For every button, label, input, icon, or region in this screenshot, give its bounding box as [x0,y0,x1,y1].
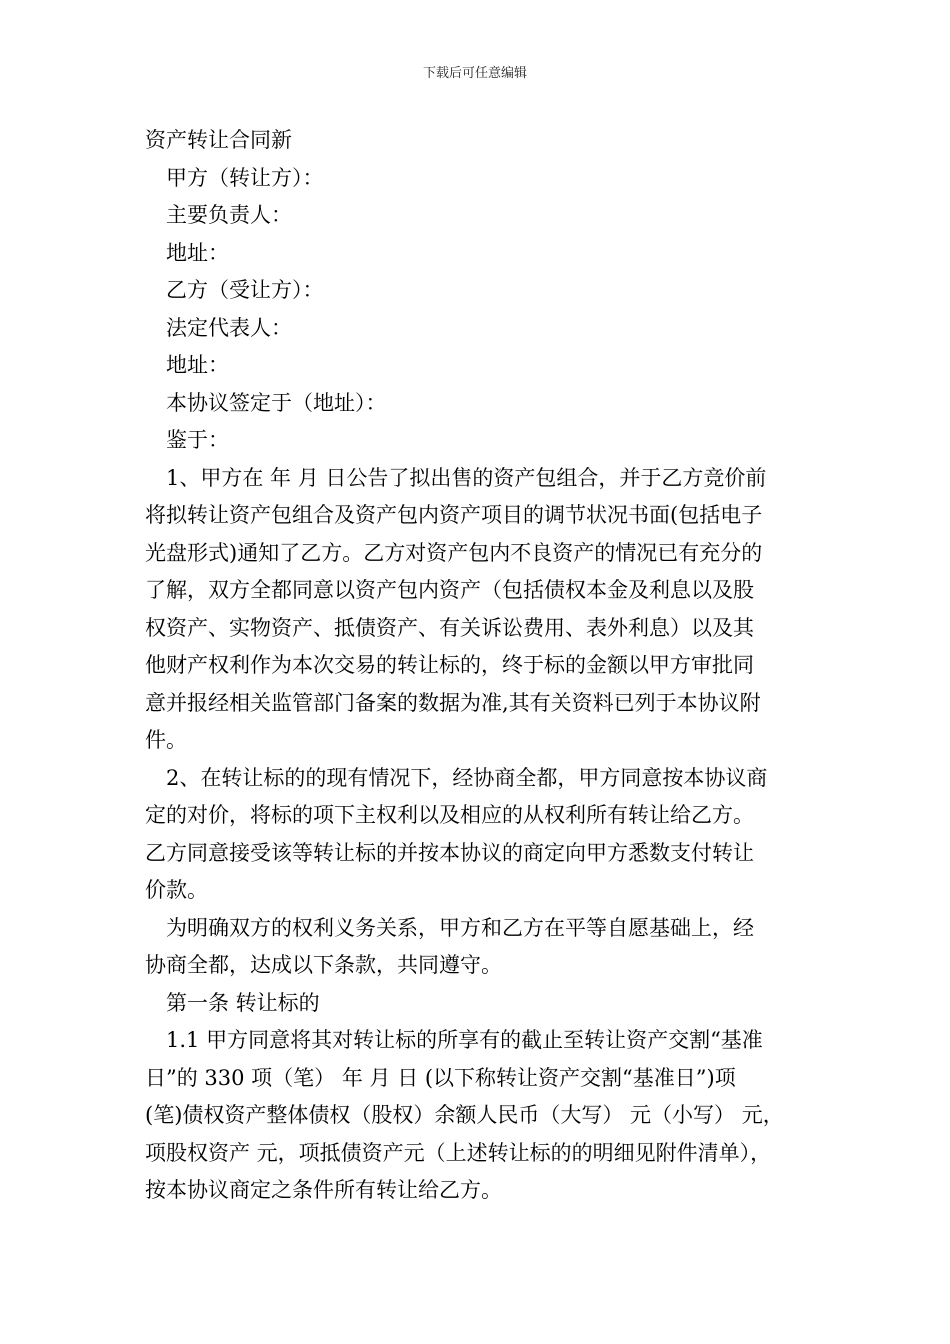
page-header-note: 下载后可任意编辑 [422,66,527,81]
field-party-b: 乙方（受让方）： [166,278,324,302]
clause-1-line: 意并报经相关监管部门备案的数据为准,其有关资料已列于本协议附 [145,690,761,715]
clause-1-line: 1、甲方在 年 月 日公告了拟出售的资产包组合，并于乙方竞价前 [166,465,767,490]
field-party-b-address: 地址： [166,353,229,377]
clause-1-line: 件。 [145,728,187,752]
article-1-1 [145,1022,825,1210]
field-party-a-principal: 主要负责人： [166,203,292,227]
clause-2-line: 2、在转让标的的现有情况下，经协商全都，甲方同意按本协议商 [166,765,768,790]
preamble-line: 为明确双方的权利义务关系，甲方和乙方在平等自愿基础上，经 [166,915,754,940]
clause-1-line: 光盘形式)通知了乙方。乙方对资产包内不良资产的情况已有充分的 [145,540,763,565]
article-1-1-line: 项股权资产 元，项抵债资产元（上述转让标的的明细见附件清单）， [145,1140,772,1165]
clause-2-line: 价款。 [145,878,208,902]
clause-1-line: 了解，双方全都同意以资产包内资产（包括债权本金及利息以及股 [145,578,754,602]
clause-1 [145,460,825,760]
field-signing-place: 本协议签定于（地址）： [166,390,387,415]
clause-1-line: 将拟转让资产包组合及资产包内资产项目的调节状况书面(包括电子 [145,503,763,527]
preamble-paragraph [145,910,825,985]
field-whereas: 鉴于： [166,428,229,452]
field-party-a-address: 地址： [166,240,229,265]
article-1-heading: 第一条 转让标的 [166,990,320,1015]
article-1-1-line: 日”的 330 项（笔） 年 月 日 (以下称转让资产交割“基准日”)项 [145,1065,736,1090]
clause-2 [145,760,825,910]
clause-2-line: 定的对价，将标的项下主权利以及相应的从权利所有转让给乙方。 [145,803,754,827]
article-1-1-line: 1.1 甲方同意将其对转让标的所享有的截止至转让资产交割“基准 [166,1028,763,1052]
field-party-a: 甲方（转让方）： [166,165,324,190]
article-1-1-line: (笔)债权资产整体债权（股权）余额人民币（大写） 元（小写） 元， [145,1103,784,1127]
preamble-line: 协商全都，达成以下条款，共同遵守。 [145,953,502,977]
field-party-b-legal-rep: 法定代表人： [166,315,292,340]
clause-1-line: 他财产权利作为本次交易的转让标的，终于标的金额以甲方审批同 [145,653,754,677]
document-title: 资产转让合同新 [145,128,292,152]
contract-body [145,122,825,1210]
clause-1-line: 权资产、实物资产、抵债资产、有关诉讼费用、表外利息）以及其 [145,615,754,640]
clause-2-line: 乙方同意接受该等转让标的并按本协议的商定向甲方悉数支付转让 [145,840,754,865]
article-1-1-line: 按本协议商定之条件所有转让给乙方。 [145,1178,502,1202]
